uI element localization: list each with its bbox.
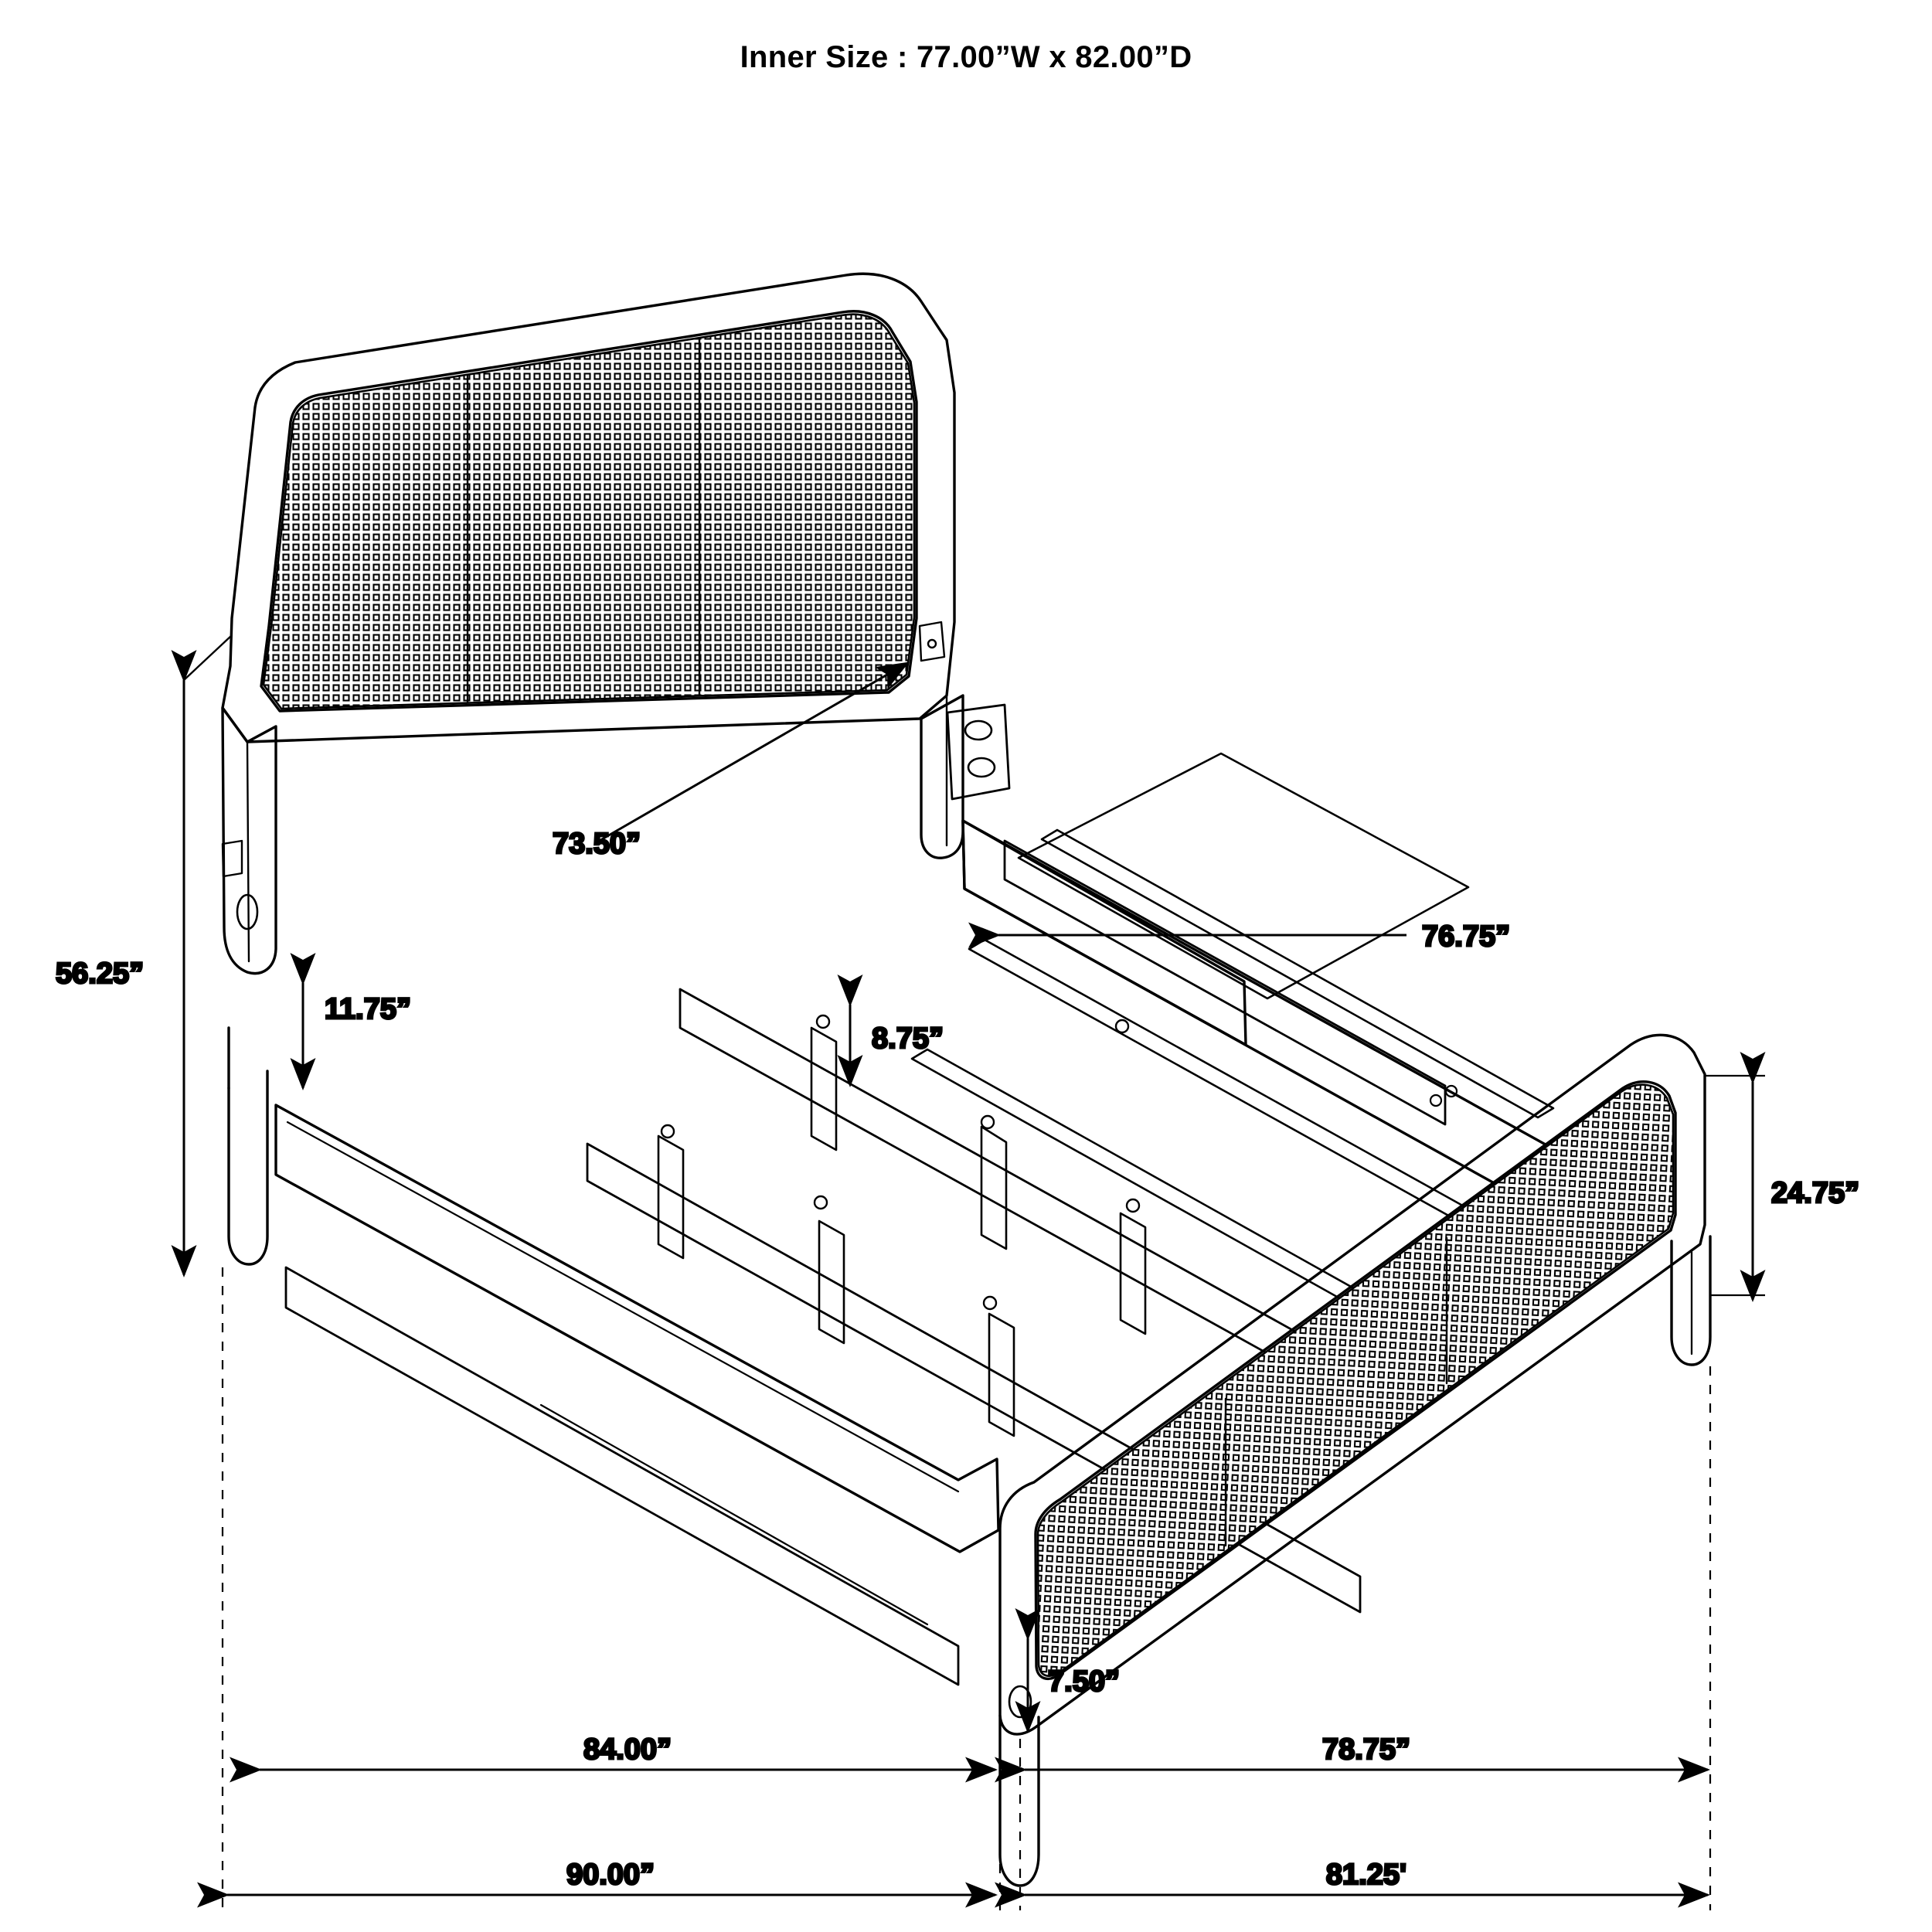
dim-headboard-height	[56, 635, 232, 1275]
headboard-left-post-notch	[223, 841, 242, 876]
left-side-rail-inner	[287, 1122, 958, 1492]
slat-screw-7	[1116, 1020, 1128, 1032]
slat-screw-2	[815, 1196, 827, 1209]
dim-slat-thickness	[850, 1005, 944, 1085]
dim-row-lower	[227, 1859, 1708, 1895]
front-lower-rail	[286, 1267, 958, 1685]
label-length-outer: 90.00”	[566, 1859, 655, 1891]
cross-slat-a	[1019, 753, 1468, 998]
center-spine-top	[680, 989, 1391, 1385]
dim-footboard-height	[1705, 1076, 1859, 1300]
support-peg-3	[981, 1127, 1006, 1249]
headboard-right-post-screw	[928, 640, 936, 648]
bracket-hole-1	[965, 721, 992, 740]
dim-rail-inner-width	[998, 920, 1510, 953]
support-peg-1	[658, 1136, 683, 1258]
label-length-inner: 84.00”	[583, 1733, 672, 1766]
center-beam-1-top	[1005, 841, 1445, 1086]
headboard-right-post	[921, 696, 963, 858]
slat-screw-1	[817, 1015, 829, 1028]
slat-screw-4	[981, 1116, 994, 1128]
label-footboard-leg-clearance: 7.50”	[1048, 1665, 1120, 1698]
dim-row-upper	[260, 1733, 1708, 1770]
headboard-left-leg	[229, 1071, 267, 1264]
bracket-hole-2	[968, 758, 995, 777]
headboard-cane-panel	[264, 315, 914, 709]
bed-illustration	[223, 274, 1710, 1886]
head-rail-bracket	[947, 705, 1009, 799]
slat-screw-3	[662, 1125, 674, 1138]
label-depth-upper: 78.75”	[1321, 1733, 1411, 1766]
headboard-left-post-bolt	[237, 895, 257, 929]
label-headboard-panel-width: 73.50”	[552, 828, 641, 860]
headboard-right-post-bracket	[920, 622, 944, 661]
label-footboard-height: 24.75”	[1771, 1177, 1860, 1209]
label-depth-lower: 81.25'	[1325, 1859, 1407, 1891]
front-lower-rail-b	[541, 1405, 927, 1624]
label-headboard-bottom-gap: 11.75”	[325, 993, 411, 1026]
page-title: Inner Size : 77.00”W x 82.00”D	[740, 40, 1192, 74]
slat-screw-6	[1127, 1199, 1139, 1212]
label-slat-thickness: 8.75”	[872, 1022, 944, 1055]
headboard-group	[223, 274, 963, 1264]
footboard-cane-panel	[1038, 1085, 1673, 1676]
support-peg-2	[811, 1028, 836, 1150]
support-peg-4	[819, 1221, 844, 1343]
rail-bracket-group	[947, 705, 1009, 799]
slat-2	[969, 940, 1488, 1229]
label-rail-inner-width: 76.75”	[1422, 920, 1511, 953]
slat-screw-8	[1430, 1095, 1441, 1106]
dim-headboard-bottom-gap	[303, 966, 411, 1088]
label-headboard-height: 56.25”	[56, 957, 145, 990]
slat-screw-5	[984, 1297, 996, 1309]
